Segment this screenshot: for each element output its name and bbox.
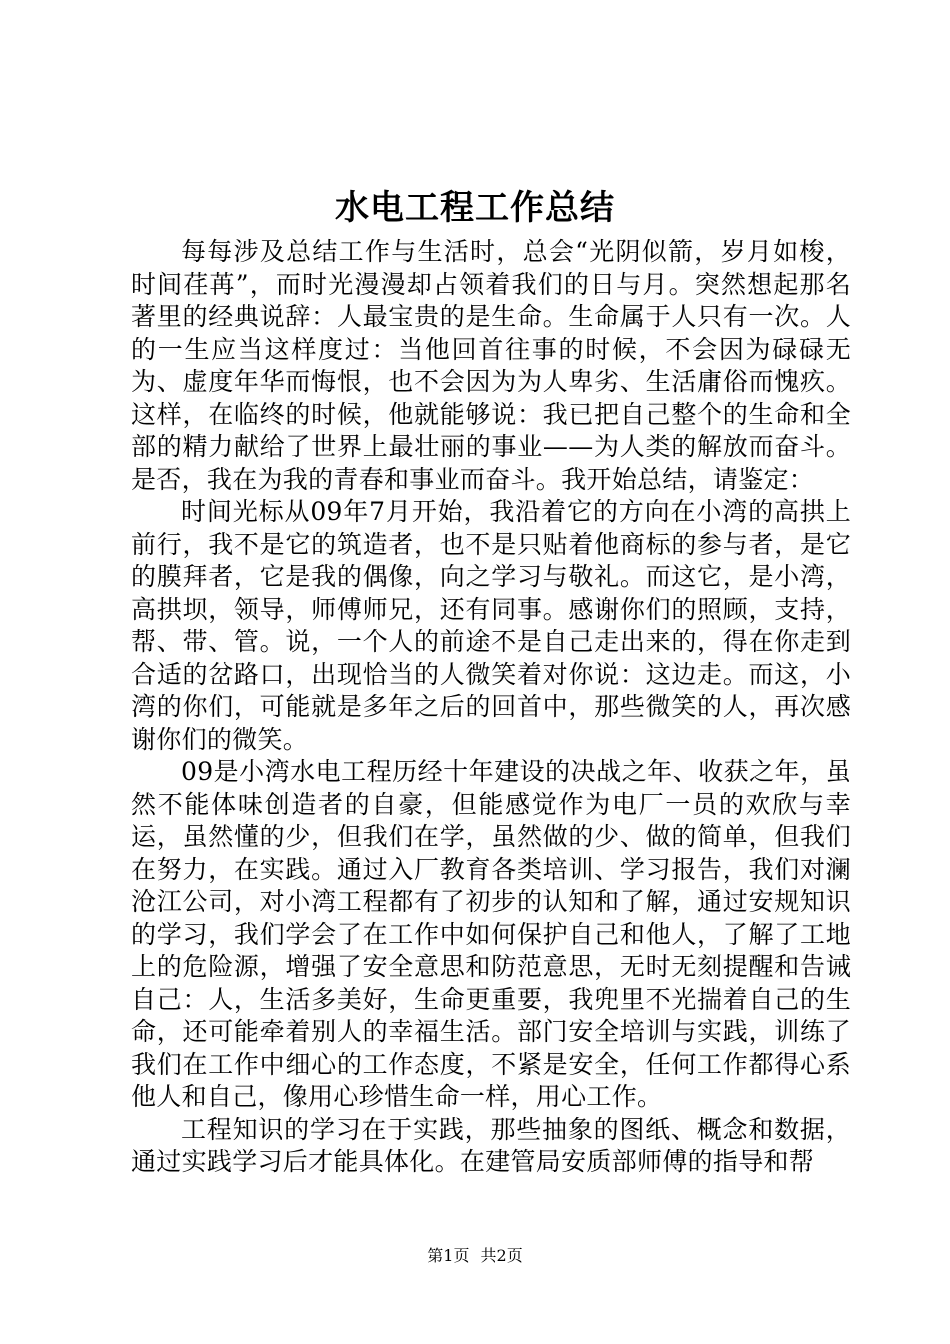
document-title: 水电工程工作总结 <box>335 188 615 228</box>
page-number: 第1页 <box>427 1246 470 1265</box>
paragraph: 每每涉及总结工作与生活时，总会“光阴似箭，岁月如梭，时间荏苒”，而时光漫漫却占领着我们的日与月。突然想起那名著里的经典说辞：人最宝贵的是生命。生命属于人只有一次。人的一生应当这样度过：当他回首往事的时候，不会因为碌碌无为、虚度年华而悔恨，也不会因为为人卑劣、生活庸俗而愧疚。这样，在临终的时候，他就能够说：我已把自己整个的生命和全部的精力献给了世界上最壮丽的事业——为人类的解放而奋斗。是否，我在为我的青春和事业而奋斗。我开始总结，请鉴定： <box>131 237 851 494</box>
paragraph: 工程知识的学习在于实践，那些抽象的图纸、概念和数据，通过实践学习后才能具体化。在建管局安质部师傅的指导和帮 <box>131 1114 851 1176</box>
page-total: 共2页 <box>480 1246 523 1265</box>
page-footer <box>0 1245 950 1267</box>
paragraph: 时间光标从09年7月开始，我沿着它的方向在小湾的高拱上前行，我不是它的筑造者，也不是只贴着他商标的参与者，是它的膜拜者，它是我的偶像，向之学习与敬礼。而这它，是小湾，高拱坝，领导，师傅师兄，还有同事。感谢你们的照顾，支持，帮、带、管。说，一个人的前途不是自己走出来的，得在你走到合适的岔路口，出现恰当的人微笑着对你说：这边走。而这，小湾的你们，可能就是多年之后的回首中，那些微笑的人，再次感谢你们的微笑。 <box>131 497 851 754</box>
paragraph: 09是小湾水电工程历经十年建设的决战之年、收获之年，虽然不能体味创造者的自豪，但能感觉作为电厂一员的欢欣与幸运，虽然懂的少，但我们在学，虽然做的少、做的简单，但我们在努力，在实践。通过入厂教育各类培训、学习报告，我们对澜沧江公司，对小湾工程都有了初步的认知和了解，通过安规知识的学习，我们学会了在工作中如何保护自己和他人，了解了工地上的危险源，增强了安全意思和防范意思，无时无刻提醒和告诫自己：人，生活多美好，生命更重要，我兜里不光揣着自己的生命，还可能牵着别人的幸福生活。部门安全培训与实践，训练了我们在工作中细心的工作态度，不紧是安全，任何工作都得心系他人和自己，像用心珍惜生命一样，用心工作。 <box>131 757 851 1111</box>
document-body <box>131 236 851 1179</box>
